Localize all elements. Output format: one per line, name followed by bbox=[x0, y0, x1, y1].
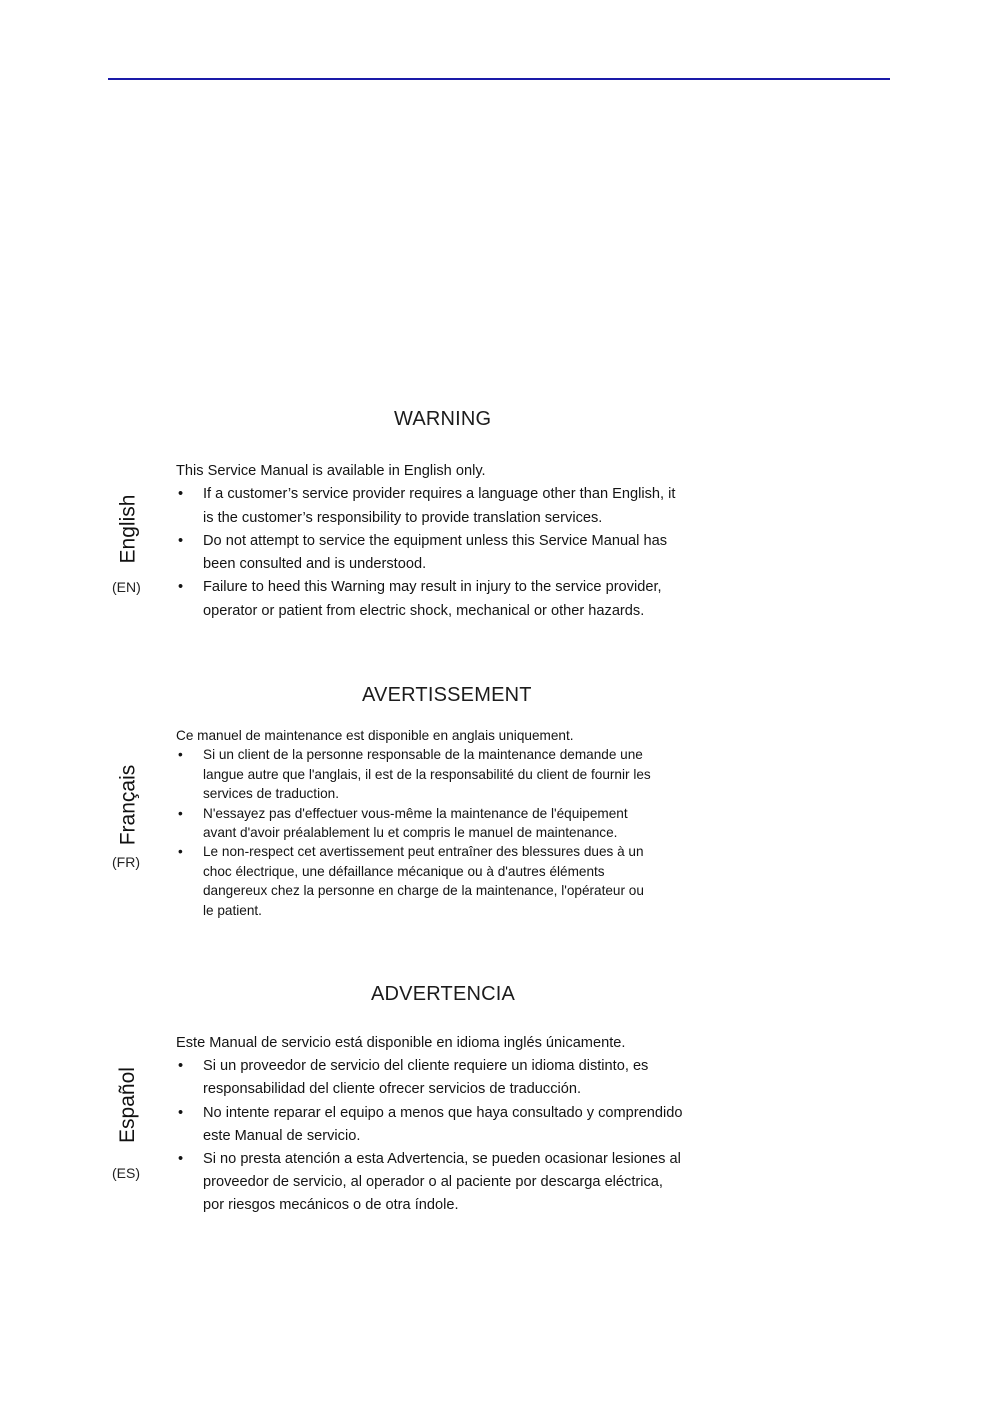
language-label: Français bbox=[116, 764, 139, 846]
warning-bullet: • Si un client de la personne responsable de la maintenance demande une langue autre que l'anglais, il est de la responsabilité du client de fournir les services de traduction. bbox=[178, 747, 651, 802]
warning-bullet-list bbox=[176, 1055, 696, 1217]
warning-bullet: • Si un proveedor de servicio del cliente requiere un idioma distinto, es responsabilidad del cliente ofrecer servicios de traducción. bbox=[176, 1055, 696, 1101]
warning-intro: Ce manuel de maintenance est disponible en anglais uniquement. bbox=[176, 728, 574, 743]
warning-bullet-list bbox=[176, 745, 696, 920]
header-rule bbox=[108, 78, 890, 80]
warning-section-spanish bbox=[108, 978, 690, 1218]
warning-bullet: • If a customer’s service provider requires a language other than English, it is the customer’s responsibility to provide translation services. bbox=[176, 483, 696, 530]
warning-section-french bbox=[108, 680, 690, 922]
warning-bullet-list bbox=[176, 483, 696, 623]
bullet-icon: • bbox=[178, 805, 183, 821]
bullet-icon: • bbox=[178, 579, 184, 596]
language-code: (ES) bbox=[112, 1165, 140, 1181]
language-label: English bbox=[116, 494, 140, 564]
bullet-icon: • bbox=[178, 1058, 184, 1075]
language-label: Español bbox=[116, 1067, 140, 1143]
language-code: (EN) bbox=[112, 579, 141, 595]
warning-intro: Este Manual de servicio está disponible en idioma inglés únicamente. bbox=[176, 1035, 626, 1051]
warning-heading: ADVERTENCIA bbox=[371, 983, 516, 1005]
bullet-icon: • bbox=[178, 532, 184, 549]
warning-intro: This Service Manual is available in English only. bbox=[176, 463, 486, 479]
bullet-icon: • bbox=[178, 486, 184, 503]
warning-bullet: • Do not attempt to service the equipment unless this Service Manual has been consulted and is understood. bbox=[176, 530, 696, 577]
warning-body bbox=[176, 1032, 696, 1218]
bullet-icon: • bbox=[178, 1151, 184, 1168]
language-code: (FR) bbox=[112, 854, 140, 870]
warning-bullet: • No intente reparar el equipo a menos que haya consultado y comprendido este Manual de servicio. bbox=[176, 1102, 696, 1148]
bullet-icon: • bbox=[178, 1104, 184, 1121]
bullet-icon: • bbox=[178, 844, 183, 860]
bullet-icon: • bbox=[178, 747, 183, 763]
warning-body bbox=[176, 460, 696, 623]
warning-heading: AVERTISSEMENT bbox=[362, 684, 532, 706]
warning-bullet: • N'essayez pas d'effectuer vous-même la maintenance de l'équipement avant d'avoir préalablement lu et compris le manuel de maintenance. bbox=[178, 805, 628, 841]
warning-bullet: • Le non-respect cet avertissement peut entraîner des blessures dues à un choc électrique, une défaillance mécanique ou à d'autres éléments dangereux chez la personne en charge de la maintenance, l'opérateur ou le patient. bbox=[178, 844, 644, 918]
warning-bullet: • Failure to heed this Warning may result in injury to the service provider, operator or patient from electric shock, mechanical or other hazards. bbox=[176, 576, 696, 623]
warning-section-english bbox=[108, 404, 690, 626]
warning-body bbox=[176, 726, 696, 920]
warning-bullet: • Si no presta atención a esta Advertencia, se pueden ocasionar lesiones al proveedor de servicio, al operador o al paciente por descarga eléctrica, por riesgos mecánicos o de otra índole. bbox=[176, 1148, 696, 1218]
warning-heading: WARNING bbox=[394, 408, 492, 430]
